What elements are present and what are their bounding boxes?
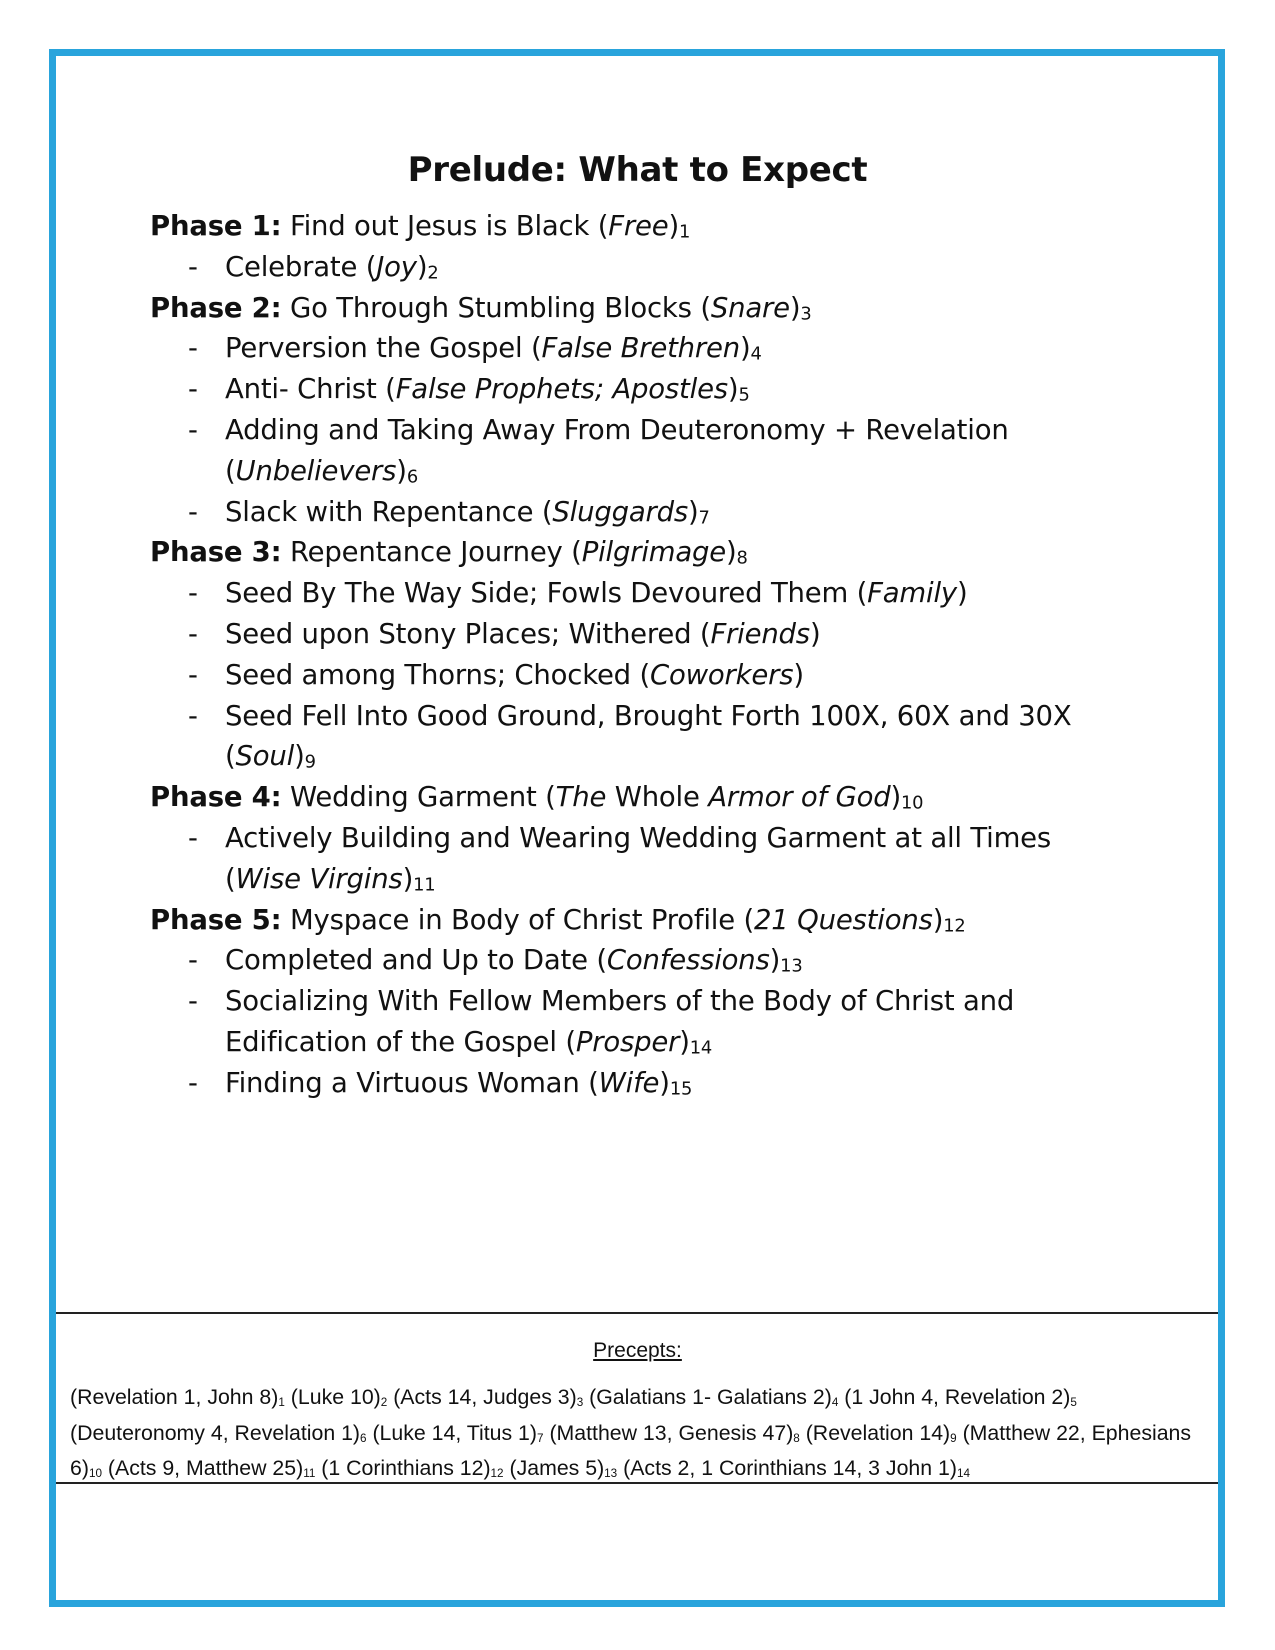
item-text: Adding and Taking Away From Deuteronomy + Revelation xyxy=(225,413,1009,446)
item-italic: False Prophets; Apostles xyxy=(395,373,728,406)
precept-text: (Galatians 1- Galatians 2) xyxy=(589,1385,832,1409)
phase-close: ) xyxy=(789,291,801,324)
list-item xyxy=(150,492,1130,533)
phase-close: ) xyxy=(932,903,944,936)
item-italic: Prosper xyxy=(575,1025,680,1058)
list-item-text xyxy=(225,659,804,691)
item-close: ) xyxy=(769,944,781,977)
precepts-heading: Precepts: xyxy=(593,1339,682,1362)
item-close: ) xyxy=(739,332,751,365)
dash-bullet: - xyxy=(188,821,198,854)
dash-bullet: - xyxy=(188,495,198,528)
phase-heading xyxy=(150,288,1130,329)
phase-italic: Free xyxy=(608,210,669,242)
phase-italic: Snare xyxy=(710,291,790,324)
item-italic: Wife xyxy=(598,1066,660,1099)
list-item xyxy=(150,328,1130,369)
phase-heading xyxy=(150,777,1130,818)
footnote-marker: 13 xyxy=(604,1466,618,1480)
phase-italic-2: Armor of God xyxy=(708,781,891,814)
list-item-text xyxy=(225,251,439,283)
item-italic: Coworkers xyxy=(650,658,794,691)
phase-text: Wedding Garment ( xyxy=(289,781,556,814)
footnote-marker: 10 xyxy=(88,1466,102,1480)
footnote-marker: 11 xyxy=(413,874,436,896)
precept-reference xyxy=(393,1385,583,1409)
item-text: Completed and Up to Date ( xyxy=(225,944,607,977)
item-close: ) xyxy=(956,577,968,610)
footnote-marker: 12 xyxy=(943,915,966,937)
precept-text: (Matthew 22, Ephesians 6) xyxy=(70,1420,1192,1480)
list-item xyxy=(150,614,1130,655)
precept-text: (Deuteronomy 4, Revelation 1) xyxy=(70,1420,361,1445)
footnote-marker: 8 xyxy=(736,548,748,570)
footnote-marker: 12 xyxy=(490,1466,504,1480)
precept-reference xyxy=(372,1421,543,1445)
item-text: Slack with Repentance ( xyxy=(225,495,553,528)
footnote-marker: 13 xyxy=(780,956,803,978)
footnote-marker: 14 xyxy=(956,1466,970,1480)
precept-text: (Luke 14, Titus 1) xyxy=(372,1420,537,1445)
item-close: ) xyxy=(809,617,821,650)
list-item xyxy=(150,981,1130,1063)
footnote-marker: 3 xyxy=(800,303,812,325)
footnote-marker: 15 xyxy=(669,1078,693,1100)
item-italic: Family xyxy=(867,577,957,610)
dash-bullet: - xyxy=(188,577,198,610)
list-item xyxy=(150,940,1130,981)
dash-bullet: - xyxy=(188,699,198,732)
precept-text: (Luke 10) xyxy=(290,1385,381,1409)
item-italic: False Brethren xyxy=(541,332,740,365)
item-text: Socializing With Fellow Members of the Body of Christ and xyxy=(225,985,1015,1018)
item-continuation xyxy=(225,1022,1130,1063)
footnote-marker: 4 xyxy=(831,1395,839,1409)
phase-label: Phase 4: xyxy=(150,781,282,814)
item-text-line2: ( xyxy=(225,740,236,773)
footnote-marker: 1 xyxy=(678,221,691,243)
dash-bullet: - xyxy=(188,332,198,365)
phase-text-middle: Whole xyxy=(606,781,709,814)
list-item-text xyxy=(225,332,762,364)
precept-text: (1 John 4, Revelation 2) xyxy=(844,1385,1071,1409)
footnote-marker: 7 xyxy=(537,1431,544,1445)
footnote-marker: 9 xyxy=(304,752,316,774)
phase-close: ) xyxy=(668,210,679,242)
precept-reference xyxy=(510,1456,618,1480)
item-close: ) xyxy=(793,658,804,691)
footnote-marker: 2 xyxy=(427,262,439,284)
precept-reference xyxy=(291,1385,388,1409)
item-italic: Joy xyxy=(376,250,417,283)
phase-text: Myspace in Body of Christ Profile ( xyxy=(289,903,755,936)
item-text: Seed By The Way Side; Fowls Devoured Them ( xyxy=(225,577,868,610)
dash-bullet: - xyxy=(188,944,198,977)
list-item-text xyxy=(225,1067,692,1099)
list-item-text xyxy=(225,700,1130,778)
item-close: ) xyxy=(687,495,699,528)
list-item xyxy=(150,818,1130,900)
phase-label: Phase 2: xyxy=(150,291,282,324)
item-close: ) xyxy=(402,862,414,895)
item-continuation xyxy=(225,451,1130,492)
phase-label: Phase 5: xyxy=(150,903,282,936)
precept-reference xyxy=(623,1456,970,1480)
dash-bullet: - xyxy=(188,373,198,406)
phase-close: ) xyxy=(890,781,902,814)
list-item xyxy=(150,573,1130,614)
footnote-marker: 3 xyxy=(576,1395,584,1409)
footnote-marker: 5 xyxy=(1070,1395,1077,1409)
page-title: Prelude: What to Expect xyxy=(407,150,868,190)
item-close: ) xyxy=(294,740,305,773)
item-italic: Wise Virgins xyxy=(235,862,403,895)
item-close: ) xyxy=(679,1025,690,1058)
list-item-text xyxy=(225,822,1130,900)
precept-reference xyxy=(70,1421,367,1445)
list-item xyxy=(150,369,1130,410)
precept-reference xyxy=(844,1385,1077,1409)
item-text: Anti- Christ ( xyxy=(225,373,396,406)
item-continuation xyxy=(225,736,1130,777)
dash-bullet: - xyxy=(188,413,198,446)
precept-reference xyxy=(589,1385,838,1409)
footnote-marker: 9 xyxy=(950,1431,957,1445)
item-italic: Unbelievers xyxy=(235,454,397,487)
phase-italic: Pilgrimage xyxy=(581,536,726,569)
item-close: ) xyxy=(727,373,739,406)
phase-text: Repentance Journey ( xyxy=(289,536,582,569)
footnote-marker: 6 xyxy=(360,1431,367,1445)
precept-text: (Acts 2, 1 Corinthians 14, 3 John 1) xyxy=(623,1456,957,1480)
precept-text: (Acts 14, Judges 3) xyxy=(393,1385,577,1409)
phase-close: ) xyxy=(726,536,737,569)
item-text: Finding a Virtuous Woman ( xyxy=(225,1066,599,1099)
list-item-text xyxy=(225,373,750,405)
item-text: Perversion the Gospel ( xyxy=(225,332,542,365)
precept-text: (Revelation 1, John 8) xyxy=(70,1385,279,1409)
footnote-marker: 11 xyxy=(303,1466,316,1480)
phase-italic: 21 Questions xyxy=(754,903,933,936)
precept-reference xyxy=(108,1456,315,1480)
phase-italic: The xyxy=(555,781,607,814)
list-item-text xyxy=(225,496,710,528)
item-italic: Sluggards xyxy=(552,495,688,528)
item-italic: Confessions xyxy=(606,944,770,977)
item-text: Seed among Thorns; Chocked ( xyxy=(225,658,650,691)
phase-heading xyxy=(150,900,1130,941)
list-item-text xyxy=(225,414,1130,492)
list-item-text xyxy=(225,985,1130,1063)
footnote-marker: 2 xyxy=(380,1395,388,1409)
precept-text: (Matthew 13, Genesis 47) xyxy=(549,1420,794,1445)
item-close: ) xyxy=(416,250,428,283)
dash-bullet: - xyxy=(188,617,198,650)
item-text-line2: ( xyxy=(225,454,236,487)
precept-text: (1 Corinthians 12) xyxy=(321,1456,491,1480)
precept-reference xyxy=(549,1421,799,1445)
item-close: ) xyxy=(396,454,407,487)
item-italic: Soul xyxy=(235,740,295,773)
phase-text: Find out Jesus is Black ( xyxy=(289,210,609,242)
list-item-text xyxy=(225,944,802,976)
footnote-marker: 1 xyxy=(278,1395,285,1409)
phase-heading xyxy=(150,532,1130,573)
item-text: Seed Fell Into Good Ground, Brought Forth 100X, 60X and 30X xyxy=(225,699,1072,732)
footnote-marker: 10 xyxy=(901,792,924,814)
dash-bullet: - xyxy=(188,250,198,283)
footnote-marker: 4 xyxy=(750,344,762,366)
item-close: ) xyxy=(659,1066,670,1099)
precepts-bottom-divider xyxy=(56,1482,1218,1484)
item-text-line2: Edification of the Gospel ( xyxy=(225,1025,576,1058)
item-text: Celebrate ( xyxy=(225,250,377,283)
footnote-marker: 6 xyxy=(406,466,418,488)
dash-bullet: - xyxy=(188,658,198,691)
phase-label: Phase 1: xyxy=(150,210,282,242)
list-item xyxy=(150,410,1130,492)
list-item xyxy=(150,696,1130,778)
footnote-marker: 5 xyxy=(738,384,750,406)
precept-reference xyxy=(70,1385,285,1409)
phase-outline xyxy=(150,206,1130,1104)
footnote-marker: 14 xyxy=(689,1037,713,1059)
phase-label: Phase 3: xyxy=(150,536,282,569)
precepts-top-divider xyxy=(56,1312,1218,1314)
list-item-text xyxy=(225,618,820,650)
phase-heading xyxy=(150,206,1130,247)
item-text: Seed upon Stony Places; Withered ( xyxy=(225,617,711,650)
list-item xyxy=(150,1063,1130,1104)
item-italic: Friends xyxy=(710,617,810,650)
item-continuation xyxy=(225,859,1130,900)
precept-text: (Revelation 14) xyxy=(805,1420,951,1445)
precepts-references xyxy=(70,1380,1210,1487)
list-item xyxy=(150,247,1130,288)
dash-bullet: - xyxy=(188,985,198,1018)
precept-reference xyxy=(806,1421,957,1445)
precept-reference xyxy=(321,1456,503,1480)
dash-bullet: - xyxy=(188,1066,198,1099)
precept-text: (James 5) xyxy=(509,1456,605,1480)
precept-text: (Acts 9, Matthew 25) xyxy=(107,1456,304,1480)
footnote-marker: 8 xyxy=(793,1431,800,1445)
phase-text: Go Through Stumbling Blocks ( xyxy=(289,291,711,324)
footnote-marker: 7 xyxy=(698,507,710,529)
list-item-text xyxy=(225,577,968,609)
list-item xyxy=(150,655,1130,696)
item-text-line2: ( xyxy=(225,862,236,895)
item-text: Actively Building and Wearing Wedding Garment at all Times xyxy=(225,821,1052,854)
